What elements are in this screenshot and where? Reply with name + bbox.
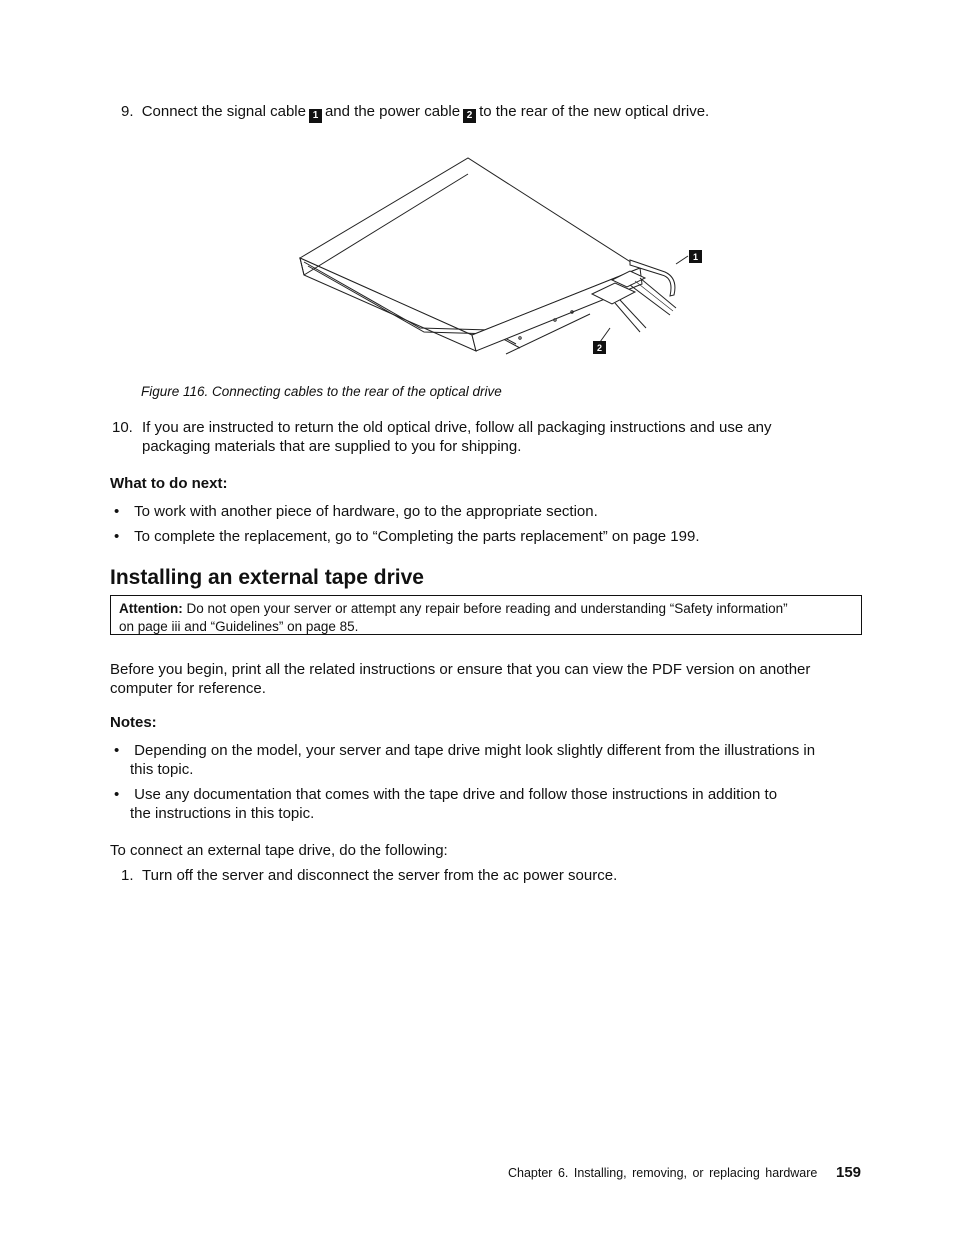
bullet-glyph: •	[114, 786, 120, 803]
optical-drive-illustration	[290, 150, 710, 365]
step-10-line-1: If you are instructed to return the old optical drive, follow all packaging instructions and use any	[142, 419, 772, 436]
step-number: 9.	[121, 103, 134, 120]
step-9	[121, 102, 709, 123]
bullet-glyph: •	[114, 742, 120, 759]
step-text: Connect the signal cable	[141, 103, 306, 120]
step-text: to the rear of the new optical drive.	[479, 103, 710, 120]
list-item-text: Depending on the model, your server and tape drive might look slightly different from the illustrations in	[134, 742, 816, 759]
page-number: 159	[836, 1164, 862, 1181]
list-item	[114, 527, 700, 546]
intro-line-1: Before you begin, print all the related instructions or ensure that you can view the PDF version on another	[110, 661, 811, 678]
callout-1-badge: 1	[309, 109, 322, 123]
list-item-continuation: the instructions in this topic.	[130, 805, 315, 822]
list-item	[114, 785, 777, 804]
callout-2-badge: 2	[463, 109, 476, 123]
what-next-heading: What to do next:	[110, 475, 228, 492]
list-item	[114, 502, 598, 521]
intro-line-2: computer for reference.	[110, 680, 266, 697]
attention-line-1	[119, 600, 853, 618]
list-item-continuation: this topic.	[130, 761, 194, 778]
figure-callout-1: 1	[692, 252, 699, 262]
footer-chapter: Chapter 6. Installing, removing, or replacing hardware	[508, 1166, 818, 1180]
list-item-text: To complete the replacement, go to “Completing the parts replacement” on page 199.	[134, 528, 700, 545]
attention-line-2: on page iii and “Guidelines” on page 85.	[119, 619, 359, 634]
bullet-glyph: •	[114, 528, 120, 545]
attention-text: Do not open your server or attempt any repair before reading and understanding “Safety information”	[186, 601, 788, 616]
step-10-number: 10.	[112, 419, 133, 436]
step-10-line-2: packaging materials that are supplied to you for shipping.	[142, 438, 522, 455]
connect-intro: To connect an external tape drive, do the following:	[110, 842, 448, 859]
list-item-text: To work with another piece of hardware, go to the appropriate section.	[134, 503, 598, 520]
section-title: Installing an external tape drive	[110, 566, 424, 589]
attention-label: Attention:	[119, 601, 183, 616]
step-1-text: Turn off the server and disconnect the server from the ac power source.	[142, 867, 618, 884]
list-item-text: Use any documentation that comes with the tape drive and follow those instructions in addition to	[134, 786, 778, 803]
step-1-number: 1.	[121, 867, 134, 884]
notes-heading: Notes:	[110, 714, 157, 731]
figure-callout-2: 2	[596, 343, 603, 353]
list-item	[114, 741, 815, 760]
attention-box	[110, 595, 862, 635]
step-text: and the power cable	[324, 103, 461, 120]
figure-caption: Figure 116. Connecting cables to the rear of the optical drive	[141, 384, 502, 399]
bullet-glyph: •	[114, 503, 120, 520]
